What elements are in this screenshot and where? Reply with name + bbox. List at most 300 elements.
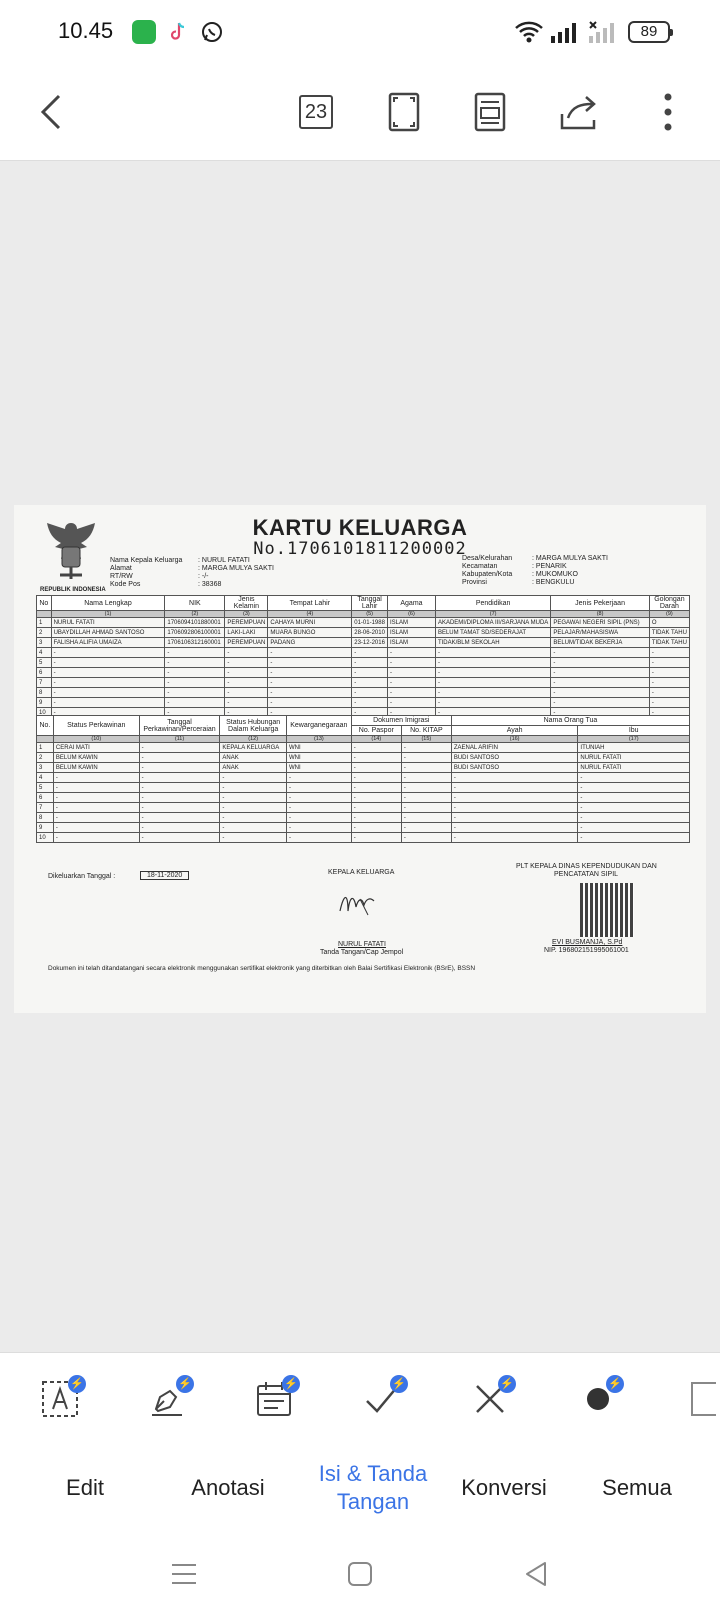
table-cell: - [551,708,650,718]
table-row [37,823,690,833]
premium-badge-icon: ⚡ [606,1375,624,1393]
table-cell: - [351,793,401,803]
table-header: Ayah [451,726,578,736]
table-cell: - [451,793,578,803]
table-cell: - [225,688,268,698]
table-cell: - [268,648,352,658]
fit-screen-button[interactable] [376,84,432,140]
column-number [37,611,52,618]
table-cell: - [286,783,351,793]
table-cell: 1706092806100001 [165,628,225,638]
date-tool[interactable] [244,1369,304,1429]
table-cell: - [225,678,268,688]
table-cell: 2 [37,753,54,763]
table-cell: - [649,648,689,658]
right-header [462,555,608,587]
table-cell: - [165,648,225,658]
table-cell: - [139,793,220,803]
column-number: (14) [351,736,401,743]
table-cell: - [435,678,550,688]
table-header: No [37,596,52,611]
share-icon [558,92,602,132]
table-cell: - [53,833,139,843]
fullscreen-icon [388,92,420,132]
table-cell: - [649,668,689,678]
table-cell: - [451,823,578,833]
table-cell: ANAK [220,753,287,763]
table-cell: PELAJAR/MAHASISWA [551,628,650,638]
table-cell: BELUM KAWIN [53,753,139,763]
column-number: (6) [387,611,435,618]
column-number: (15) [401,736,451,743]
header-value: : MARGA MULYA SAKTI [198,565,274,572]
table-cell: 8 [37,688,52,698]
table-cell: - [401,773,451,783]
tab-semua[interactable]: Semua [602,1475,672,1500]
table-cell: - [139,823,220,833]
table-cell: - [352,668,388,678]
header-key: Alamat [110,565,132,572]
share-button[interactable] [552,84,608,140]
battery-indicator: 89 [628,21,670,43]
table-row [37,698,690,708]
table-cell: - [286,813,351,823]
column-number: (11) [139,736,220,743]
table-cell: - [352,698,388,708]
table-cell: - [435,698,550,708]
column-number: (8) [551,611,650,618]
dot-tool[interactable] [568,1369,628,1429]
table-header: Nama Lengkap [51,596,165,611]
official-title-2: PENCATATAN SIPIL [554,871,619,878]
table-cell: - [551,678,650,688]
table-cell: - [53,803,139,813]
table-cell: PEGAWAI NEGERI SIPIL (PNS) [551,618,650,628]
more-tools-partial[interactable] [676,1369,720,1429]
table-cell: - [139,783,220,793]
issued-label: Dikeluarkan Tanggal : [48,873,116,880]
table-header: Pendidikan [435,596,550,611]
table-cell: TIDAK TAHU [649,638,689,648]
table-cell: - [165,668,225,678]
table-header: Tanggal Lahir [352,596,388,611]
table-cell: ISLAM [387,618,435,628]
column-number: (4) [268,611,352,618]
tab-konversi[interactable]: Konversi [461,1475,547,1500]
table-cell: - [351,753,401,763]
table-cell: - [268,678,352,688]
table-cell: - [286,793,351,803]
table-header: Status Hubungan Dalam Keluarga [220,716,287,736]
table-cell: 9 [37,698,52,708]
cross-tool[interactable] [460,1369,520,1429]
header-value: : -/- [198,573,209,580]
table-cell: - [387,678,435,688]
table-cell: BELUM TAMAT SD/SEDERAJAT [435,628,550,638]
table-cell: - [165,658,225,668]
table-cell: O [649,618,689,628]
header-value: : 38368 [198,581,222,588]
premium-badge-icon: ⚡ [390,1375,408,1393]
table-cell: 1706094101880001 [165,618,225,628]
table-cell: - [451,773,578,783]
table-cell: - [53,793,139,803]
table-cell: - [387,708,435,718]
table-cell: - [451,803,578,813]
table-cell: - [225,708,268,718]
table-cell: - [578,813,690,823]
table-cell: 3 [37,763,54,773]
table-cell: - [139,743,220,753]
table-row [37,743,690,753]
table-cell: - [401,793,451,803]
table-cell: - [139,813,220,823]
official-name: EVI BUSMANJA, S.Pd [552,939,623,946]
table-row [37,753,690,763]
table-cell: - [268,668,352,678]
header-value: : MUKOMUKO [532,571,578,578]
group-header: Nama Orang Tua [451,716,689,726]
table-cell: 9 [37,823,54,833]
table-cell: - [401,763,451,773]
text-field-tool[interactable] [30,1369,90,1429]
menu-icon [170,1562,198,1586]
document-number: No.1706101811200002 [253,539,467,559]
table-cell: - [139,833,220,843]
table-cell: - [578,823,690,833]
table-cell: - [352,648,388,658]
table-cell: - [435,708,550,718]
table-cell: 8 [37,813,54,823]
table-row [37,658,690,668]
table-cell: 7 [37,803,54,813]
table-cell: - [220,773,287,783]
table-cell: NURUL FATATI [578,753,690,763]
table-cell: PADANG [268,638,352,648]
recent-apps-button[interactable] [164,1554,204,1594]
table-cell: - [649,708,689,718]
table-cell: CAHAYA MURNI [268,618,352,628]
premium-badge-icon: ⚡ [68,1375,86,1393]
table-row [37,678,690,688]
table-cell: WNI [286,763,351,773]
header-key: Kabupaten/Kota [462,571,513,578]
column-number: (17) [578,736,690,743]
more-vert-icon [663,92,673,132]
table-cell: - [51,678,165,688]
table-header: NIK [165,596,225,611]
back-arrow-icon [37,92,67,132]
header-value: : PENARIK [532,563,567,570]
table-cell: - [220,823,287,833]
table-cell: NURUL FATATI [51,618,165,628]
table-cell: - [220,803,287,813]
header-key: Kecamatan [462,563,498,570]
column-number: (7) [435,611,550,618]
table-cell: - [286,803,351,813]
table-cell: - [352,708,388,718]
table-cell: - [220,783,287,793]
bottom-tabs [0,1442,720,1534]
table-cell: - [351,743,401,753]
head-sign-label: Tanda Tangan/Cap Jempol [320,949,404,956]
issued-date: 18-11-2020 [140,871,189,880]
home-button[interactable] [340,1554,380,1594]
table-cell: - [268,658,352,668]
back-triangle-icon [523,1560,549,1588]
system-nav-bar [0,1534,720,1612]
page-count-button[interactable] [288,84,344,140]
table-cell: ANAK [220,763,287,773]
table-cell: - [53,773,139,783]
document-page[interactable] [14,505,706,1013]
table-cell: - [451,783,578,793]
table-cell: UBAYDILLAH AHMAD SANTOSO [51,628,165,638]
table-row [37,813,690,823]
family-status-table [36,715,690,843]
table-cell: 6 [37,668,52,678]
column-number: (3) [225,611,268,618]
column-number: (2) [165,611,225,618]
table-cell: - [578,803,690,813]
tiktok-icon [166,20,190,44]
table-cell: - [451,813,578,823]
table-cell: 3 [37,638,52,648]
signal-icon [550,20,582,49]
family-members-table [36,595,690,718]
table-cell: - [551,658,650,668]
table-cell: - [387,698,435,708]
table-cell: - [435,658,550,668]
table-row [37,793,690,803]
column-number: (9) [649,611,689,618]
table-cell: - [351,763,401,773]
table-cell: ITUNIAH [578,743,690,753]
app-notification-icon [132,20,156,44]
table-cell: - [401,813,451,823]
table-header: Agama [387,596,435,611]
table-cell: 2 [37,628,52,638]
page-count: 23 [299,95,333,129]
table-cell: - [401,833,451,843]
table-header: No. KITAP [401,726,451,736]
header-key: Kode Pos [110,581,141,588]
tab-edit[interactable]: Edit [66,1475,104,1500]
table-cell: - [351,833,401,843]
table-cell: - [268,708,352,718]
table-cell: KEPALA KELUARGA [220,743,287,753]
table-header: Tempat Lahir [268,596,352,611]
country-label: REPUBLIK INDONESIA [40,587,106,593]
column-number: (16) [451,736,578,743]
disclaimer: Dokumen ini telah ditandatangani secara elektronik menggunakan sertifikat elektronik yang diterbitkan oleh Balai Sertifikasi Elektronik (BSrE), BSSN [48,965,476,972]
table-cell: 4 [37,648,52,658]
page-view-button[interactable] [462,84,518,140]
premium-badge-icon: ⚡ [176,1375,194,1393]
table-cell: - [401,753,451,763]
table-header: Jenis Pekerjaan [551,596,650,611]
table-header: Status Perkawinan [53,716,139,736]
column-number: (1) [51,611,165,618]
table-header: Ibu [578,726,690,736]
table-cell: 5 [37,658,52,668]
header-key: Nama Kepala Keluarga [110,557,183,564]
checkmark-tool[interactable] [352,1369,412,1429]
table-cell: TIDAK/BLM SEKOLAH [435,638,550,648]
table-cell: - [649,688,689,698]
fill-sign-toolbar [0,1352,720,1443]
table-cell: 01-01-1988 [352,618,388,628]
table-cell: - [53,813,139,823]
table-row [37,648,690,658]
head-label: KEPALA KELUARGA [328,869,395,876]
group-header: Dokumen Imigrasi [351,716,451,726]
system-back-button[interactable] [516,1554,556,1594]
table-cell: ZAENAL ARIFIN [451,743,578,753]
table-row [37,783,690,793]
table-header: Kewarganegaraan [286,716,351,736]
table-cell: - [139,803,220,813]
table-cell: - [351,823,401,833]
more-options-button[interactable] [640,84,696,140]
table-cell: - [51,648,165,658]
table-cell: - [435,688,550,698]
header-value: : MARGA MULYA SAKTI [532,555,608,562]
table-cell: ISLAM [387,628,435,638]
table-row [37,628,690,638]
table-cell: FALISHA ALIFIA UMAIZA [51,638,165,648]
table-cell: - [649,658,689,668]
table-cell: MUARA BUNGO [268,628,352,638]
table-cell: 6 [37,793,54,803]
home-square-icon [347,1561,373,1587]
table-cell: PEREMPUAN [225,618,268,628]
whatsapp-icon [200,20,224,44]
table-cell: - [286,823,351,833]
table-cell: - [268,688,352,698]
signal-no-sim-icon [588,20,620,49]
column-number: (13) [286,736,351,743]
table-cell: - [401,803,451,813]
header-value: : BENGKULU [532,579,575,586]
table-cell: WNI [286,753,351,763]
table-cell: WNI [286,743,351,753]
page-layout-icon [474,92,506,132]
table-cell: - [51,668,165,678]
top-toolbar [0,64,720,161]
table-cell: - [649,698,689,708]
table-header: No. Paspor [351,726,401,736]
table-cell: - [165,708,225,718]
table-cell: - [351,783,401,793]
tab-anotasi[interactable]: Anotasi [191,1475,265,1500]
official-nip: NIP. 196802151995061001 [544,947,629,954]
table-cell: - [165,698,225,708]
table-cell: - [551,668,650,678]
table-cell: 10 [37,708,52,718]
table-cell: - [352,678,388,688]
table-cell: ISLAM [387,638,435,648]
signature-icon [338,885,382,919]
table-cell: - [51,688,165,698]
table-cell: NURUL FATATI [578,763,690,773]
table-header: Golongan Darah [649,596,689,611]
header-key: RT/RW [110,573,133,580]
table-cell: - [225,698,268,708]
table-cell: - [578,773,690,783]
table-cell: - [139,753,220,763]
table-cell: BELUM/TIDAK BEKERJA [551,638,650,648]
box-icon [676,1379,716,1419]
clock: 10.45 [58,18,114,43]
column-number: (5) [352,611,388,618]
table-cell: - [351,803,401,813]
table-row [37,668,690,678]
table-cell: - [286,833,351,843]
table-cell: CERAI MATI [53,743,139,753]
table-cell: - [352,658,388,668]
premium-badge-icon: ⚡ [498,1375,516,1393]
status-bar [0,0,720,64]
table-cell: 10 [37,833,54,843]
table-cell: - [286,773,351,783]
table-header: Tanggal Perkawinan/Perceraian [139,716,220,736]
table-cell: - [225,648,268,658]
table-cell: - [578,793,690,803]
table-row [37,638,690,648]
table-cell: - [51,698,165,708]
table-cell: 23-12-2016 [352,638,388,648]
signature-tool[interactable] [138,1369,198,1429]
table-cell: - [225,668,268,678]
official-title-1: PLT KEPALA DINAS KEPENDUDUKAN DAN [516,863,657,870]
header-value: : NURUL FATATI [198,557,250,564]
table-row [37,773,690,783]
table-cell: PEREMPUAN [225,638,268,648]
table-cell: - [352,688,388,698]
document-title: KARTU KELUARGA [252,515,468,540]
table-cell: - [401,783,451,793]
table-cell: - [387,688,435,698]
table-cell: 4 [37,773,54,783]
table-cell: - [53,783,139,793]
table-cell: - [387,648,435,658]
table-cell: - [578,833,690,843]
head-name: NURUL FATATI [338,941,386,948]
table-cell: - [401,743,451,753]
table-cell: - [139,773,220,783]
table-header: Jenis Kelamin [225,596,268,611]
header-key: Provinsi [462,579,487,586]
table-header: No. [37,716,54,736]
table-cell: AKADEMI/DIPLOMA III/SARJANA MUDA [435,618,550,628]
table-cell: 1 [37,618,52,628]
table-cell: 1706106312160001 [165,638,225,648]
back-button[interactable] [24,84,80,140]
table-cell: - [268,698,352,708]
wifi-icon [514,20,544,49]
table-cell: 28-06-2010 [352,628,388,638]
table-cell: - [435,648,550,658]
table-cell: - [578,783,690,793]
column-number: (10) [53,736,139,743]
tab-isi-tanda-tangan[interactable]: Isi & Tanda Tangan [318,1461,428,1514]
table-cell: - [220,813,287,823]
table-cell: - [225,658,268,668]
table-row [37,763,690,773]
table-cell: - [51,708,165,718]
table-cell: 5 [37,783,54,793]
